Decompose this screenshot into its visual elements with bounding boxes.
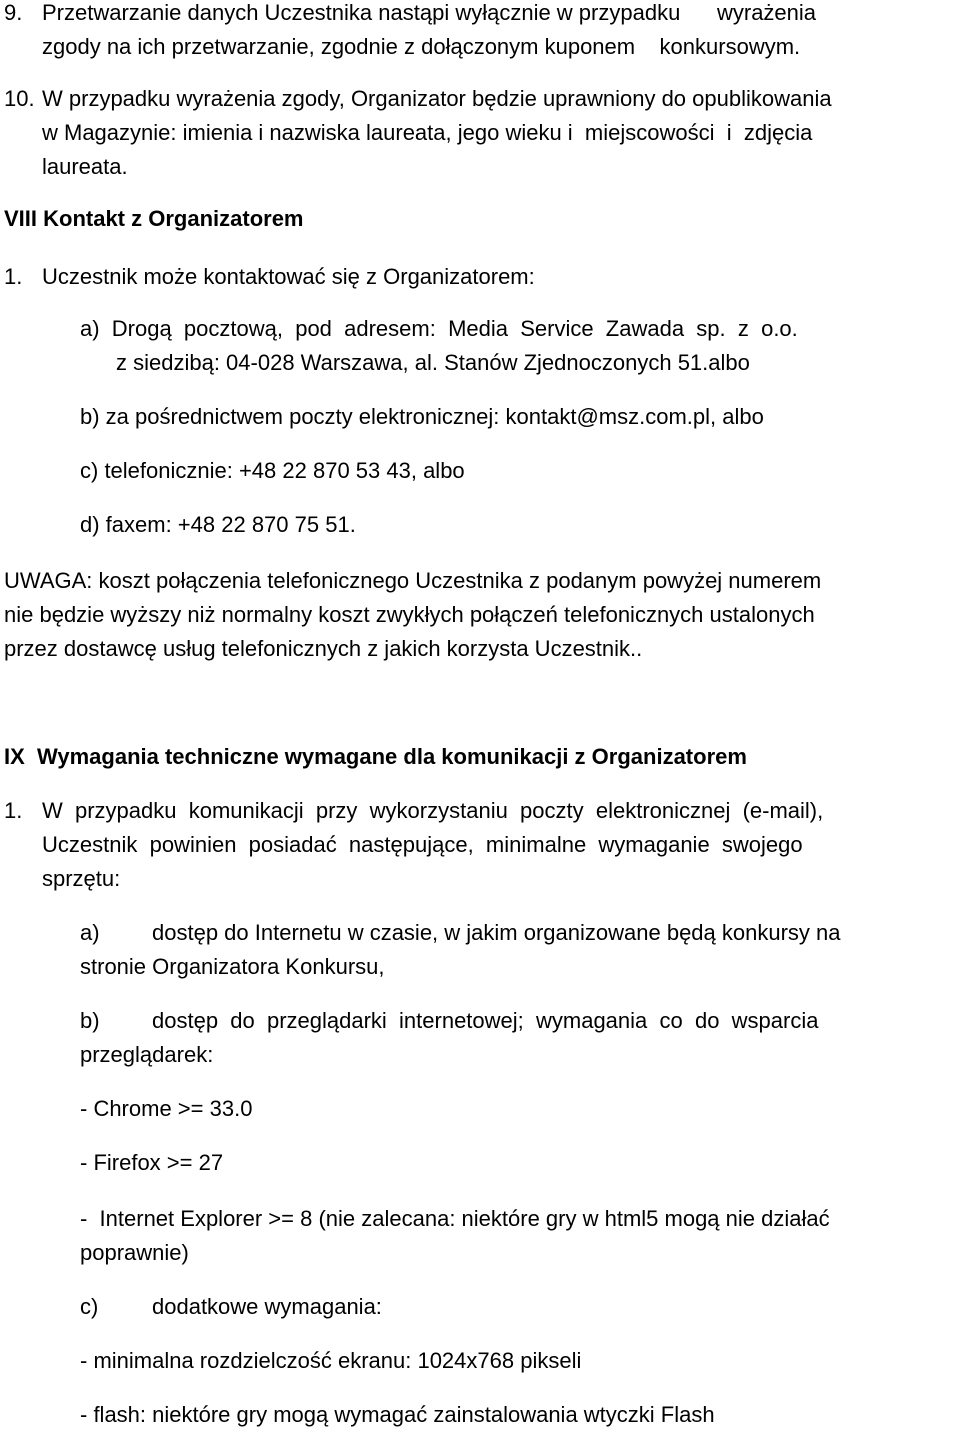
note-line-2: nie będzie wyższy niż normalny koszt zwykłych połączeń telefonicznych ustalonych — [4, 602, 815, 627]
contact-option-post-line-1: a) Drogą pocztową, pod adresem: Media Service Zawada sp. z o.o. — [80, 316, 798, 341]
browser-firefox: - Firefox >= 27 — [80, 1150, 224, 1175]
browser-ie-line-1: - Internet Explorer >= 8 (nie zalecana: niektóre gry w html5 mogą nie działać — [80, 1206, 830, 1231]
paragraph-number: 10. — [4, 86, 35, 111]
requirement-label-c: c) — [80, 1294, 99, 1319]
technical-intro-line-3: sprzętu: — [42, 866, 121, 891]
note-line-1: UWAGA: koszt połączenia telefonicznego Uczestnika z podanym powyżej numerem — [4, 568, 822, 593]
contact-option-phone: c) telefonicznie: +48 22 870 53 43, albo — [80, 458, 465, 483]
paragraph-10-line-1: W przypadku wyrażenia zgody, Organizator będzie uprawniony do opublikowania — [42, 86, 832, 111]
paragraph-9-line-2: zgody na ich przetwarzanie, zgodnie z dołączonym kuponem konkursowym. — [42, 34, 801, 59]
note-line-3: przez dostawcę usług telefonicznych z jakich korzysta Uczestnik.. — [4, 636, 643, 661]
item-number: 1. — [4, 264, 23, 289]
paragraph-number: 9. — [4, 0, 23, 25]
requirement-flash: - flash: niektóre gry mogą wymagać zainstalowania wtyczki Flash — [80, 1402, 715, 1427]
technical-intro-line-2: Uczestnik powinien posiadać następujące, minimalne wymaganie swojego — [42, 832, 803, 857]
technical-intro-line-1: W przypadku komunikacji przy wykorzystaniu poczty elektronicznej (e-mail), — [42, 798, 824, 823]
browser-ie-line-2: poprawnie) — [80, 1240, 189, 1265]
contact-option-post-line-2: z siedzibą: 04-028 Warszawa, al. Stanów Zjednoczonych 51.albo — [116, 350, 750, 375]
contact-intro: Uczestnik może kontaktować się z Organizatorem: — [42, 264, 535, 289]
requirement-label-a: a) — [80, 920, 100, 945]
requirement-browser-line-1: dostęp do przeglądarki internetowej; wymagania co do wsparcia — [152, 1008, 819, 1033]
contact-option-email: b) za pośrednictwem poczty elektronicznej: kontakt@msz.com.pl, albo — [80, 404, 764, 429]
section-heading-technical: IX Wymagania techniczne wymagane dla komunikacji z Organizatorem — [4, 744, 747, 769]
paragraph-10-line-3: laureata. — [42, 154, 128, 179]
paragraph-10-line-2: w Magazynie: imienia i nazwiska laureata, jego wieku i miejscowości i zdjęcia — [42, 120, 813, 145]
requirement-internet-line-1: dostęp do Internetu w czasie, w jakim organizowane będą konkursy na — [152, 920, 841, 945]
requirement-resolution: - minimalna rozdzielczość ekranu: 1024x768 pikseli — [80, 1348, 582, 1373]
paragraph-9-line-1: Przetwarzanie danych Uczestnika nastąpi wyłącznie w przypadku wyrażenia — [42, 0, 817, 25]
requirement-additional: dodatkowe wymagania: — [152, 1294, 382, 1319]
requirement-internet-line-2: stronie Organizatora Konkursu, — [80, 954, 385, 979]
contact-option-fax: d) faxem: +48 22 870 75 51. — [80, 512, 356, 537]
requirement-browser-line-2: przeglądarek: — [80, 1042, 214, 1067]
requirement-label-b: b) — [80, 1008, 100, 1033]
section-heading-contact: VIII Kontakt z Organizatorem — [4, 206, 304, 231]
browser-chrome: - Chrome >= 33.0 — [80, 1096, 253, 1121]
item-number: 1. — [4, 798, 23, 823]
